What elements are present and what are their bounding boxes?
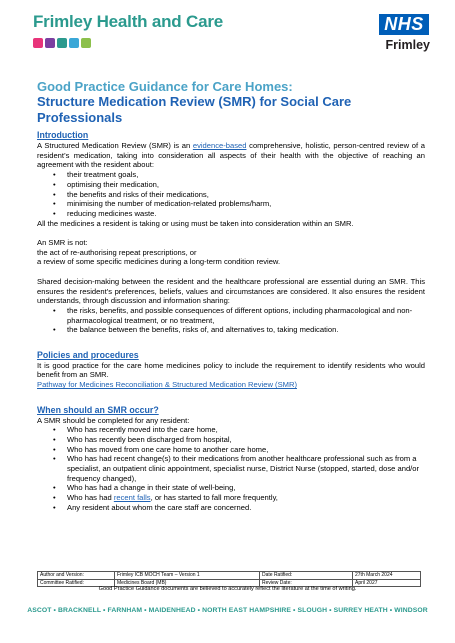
intro-text-post: comprehensive, holistic, person-centred review of a resident’s medication, taking into consideration all aspects of their health with the objective of reaching an agreement with the resident about: (37, 141, 425, 170)
list-item: • the benefits and risks of their medications, (67, 190, 425, 200)
pathway-link[interactable]: Pathway for Medicines Reconciliation & Structured Medication Review (SMR) (37, 380, 297, 390)
table-cell: Date Ratified: (260, 572, 353, 580)
list-item: • Who has moved from one care home to another care home, (67, 445, 425, 455)
list-item: • reducing medicines waste. (67, 209, 425, 219)
intro-bullet-list (37, 170, 425, 219)
shared-decision-paragraph: Shared decision-making between the resident and the healthcare professional are essential during an SMR. This ensures the resident’s preferences, beliefs, values and circumstances are considered. It also ensures the resident understands, through discussion and information sharing: (37, 276, 425, 306)
when-intro: A SMR should be completed for any resident: (37, 415, 190, 425)
table-row (38, 572, 421, 580)
list-item: • Who has recently moved into the care home, (67, 425, 425, 435)
brand-name: Frimley Health and Care (33, 12, 224, 31)
list-item: • optimising their medication, (67, 180, 425, 190)
recent-falls-link[interactable]: recent falls (113, 493, 151, 503)
title-line-1: Good Practice Guidance for Care Homes: (37, 79, 293, 94)
smr-not-item: a review of some specific medicines during a long-term condition review. (37, 257, 281, 267)
list-item: • Who has had a change in their state of well-being, (67, 483, 425, 493)
falls-text-pre: Who has had (67, 493, 114, 503)
footer-note: Good Practice Guidance documents are believed to accurately reflect the literature at the time of writing. (98, 586, 357, 592)
nhs-org-name: Frimley (385, 38, 430, 52)
table-cell: 27th March 2024 (353, 572, 421, 580)
document-title (37, 79, 427, 126)
shared-decision-list (37, 306, 425, 335)
list-item: • Who has recently been discharged from hospital, (67, 435, 425, 445)
brand-icon-3 (57, 38, 67, 48)
table-cell: Author and Version: (38, 572, 115, 580)
document-body (37, 130, 425, 513)
intro-heading: Introduction (37, 130, 89, 140)
when-list (37, 425, 425, 512)
list-item: • the risks, benefits, and possible consequences of different options, including pharmacological and non-pharmacological treatment, or no treatment, (67, 306, 425, 325)
brand-icons (33, 38, 91, 48)
brand-icon-5 (81, 38, 91, 48)
intro-paragraph (37, 141, 425, 170)
nhs-logo: NHS (379, 14, 429, 35)
title-line-2: Structure Medication Review (SMR) for Social Care (37, 94, 352, 109)
list-item (67, 493, 425, 503)
falls-text-post: , or has started to fall more frequently, (150, 493, 278, 503)
intro-paragraph-2: All the medicines a resident is taking or using must be taken into consideration within an SMR. (37, 218, 354, 228)
table-cell: Review Date: (260, 579, 353, 587)
policies-heading: Policies and procedures (37, 349, 139, 360)
footer-towns: ASCOT • BRACKNELL • FARNHAM • MAIDENHEAD • NORTH EAST HAMPSHIRE • SLOUGH • SURREY HEATH • WINDSOR (27, 607, 428, 614)
brand-icon-2 (45, 38, 55, 48)
footer-table (37, 571, 421, 587)
table-cell: Medicines Board (MB) (115, 579, 260, 587)
policies-paragraph: It is good practice for the care home medicines policy to include the requirement to identify residents who would benefit from an SMR. (37, 360, 425, 380)
brand-icon-1 (33, 38, 43, 48)
smr-not-item: the act of re-authorising repeat prescriptions, or (37, 247, 197, 257)
list-item: • their treatment goals, (67, 170, 425, 180)
list-item: • Who has had recent change(s) to their medications from another healthcare professional such as from a specialist, an outpatient clinic appointment, specialist nurse, District Nurse (stopped, started, dose and/or frequency changed), (67, 454, 425, 483)
table-cell: Frimley ICB MOCH Team – Version 1 (115, 572, 260, 580)
list-item: • Any resident about whom the care staff are concerned. (67, 503, 425, 513)
brand-icon-4 (69, 38, 79, 48)
evidence-based-link[interactable]: evidence-based (192, 141, 247, 150)
list-item: • minimising the number of medication-related problems/harm, (67, 199, 425, 209)
table-cell: Committee Ratified: (38, 579, 115, 587)
smr-not-heading: An SMR is not: (37, 238, 88, 248)
title-line-3: Professionals (37, 110, 123, 125)
when-heading: When should an SMR occur? (37, 404, 159, 415)
intro-text-pre: A Structured Medication Review (SMR) is an (37, 141, 193, 150)
list-item: • the balance between the benefits, risks of, and alternatives to, taking medication. (67, 325, 425, 335)
table-cell: April 2027 (353, 579, 421, 587)
